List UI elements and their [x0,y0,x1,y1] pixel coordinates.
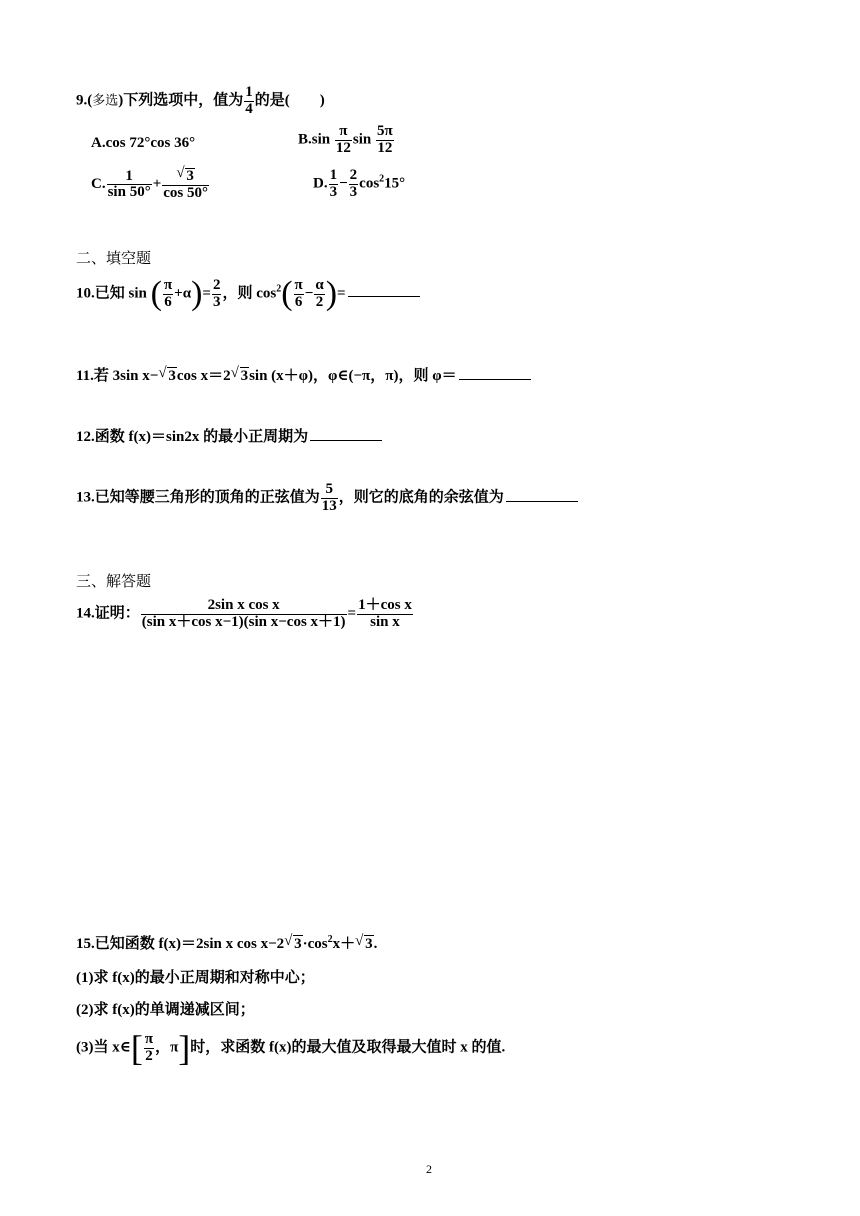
sqrt-symbol: √ 3 [355,935,374,953]
question-11: 11.若 3sin x−√ 3cos x＝2√ 3sin (x＋φ)，φ∈(−π，π)，则 φ＝ [76,364,531,385]
question-9: 9.(多选)下列选项中，值为 $\frac{1}{4}$ 的是( ) [76,84,325,117]
fraction-alpha-over-2: $\frac{\alpha}{2}$ [315,276,324,310]
left-paren: ( [281,275,293,312]
fraction-pi-over-6: $\frac{\pi}{6}$ [294,276,303,310]
fraction-one-third: $\frac{1}{3}$ [329,167,338,200]
answer-blank [506,500,578,502]
fraction-one-quarter: $\frac{1}{4}$ [245,84,253,117]
fraction-pi-over-12: $\frac{\pi}{12}$ [335,123,351,156]
fraction-5-over-13: $\frac{5}{13}$ [321,481,337,514]
question-15-part-2: (2)求 f(x)的单调递减区间； [76,1002,255,1018]
fraction-pi-over-6: $\frac{\pi}{6}$ [163,276,173,310]
left-bracket: [ [130,1028,143,1068]
question-13: 13.已知等腰三角形的顶角的正弦值为 $\frac{5}{13}$ ，则它的底角的余弦值为 [76,482,578,515]
right-paren: ) [325,275,338,312]
fraction-1-over-sin50: $\frac{1}{\sin 50^\circ}$ [107,167,151,201]
fraction-two-thirds: $\frac{2}{3}$ [349,167,358,200]
identity-left-fraction: $\frac{\text{2sin x cos x}}{\text{(sin x＋cos x−1)(sin x−cos x＋1)}}$ [141,597,346,630]
right-paren: ) [191,275,203,312]
fraction-5pi-over-12: $\frac{5\pi}{12}$ [376,123,393,156]
answer-blank [459,378,531,380]
fraction-root3-over-cos50: √ $\frac{3}{\cos 50^\circ}$ [162,168,209,202]
option-c: C. $\frac{1}{\sin 50^\circ}$ + √ $\frac{3}{\cos 50^\circ}$ [91,168,210,202]
option-a: A.cos 72°cos 36° [91,135,196,151]
identity-right-fraction: $\frac{\text{1＋cos x}}{\text{sin x}}$ [358,597,412,630]
left-paren: ( [150,275,162,312]
right-bracket: ] [178,1028,191,1068]
question-15-part-1: (1)求 f(x)的最小正周期和对称中心； [76,970,315,986]
question-15-part-3: (3)当 x∈[ $\frac{\pi}{2}$ ，π]时，求函数 f(x)的最大值及取得最大值时 x 的值. [76,1028,506,1068]
page-number: 2 [426,1162,432,1176]
sqrt-symbol: √ 3 [176,168,195,185]
sqrt-symbol: √ 3 [158,367,177,385]
option-d: D. $\frac{1}{3}$ − $\frac{2}{3}$ $\cos^215^\circ$ [313,167,406,200]
section-solution-title: 三、解答题 [76,574,152,590]
fraction-pi-over-2: $\frac{\pi}{2}$ [144,1030,154,1064]
answer-blank [348,295,420,297]
sqrt-symbol: √ 3 [231,367,250,385]
section-fill-in-title: 二、填空题 [76,251,152,267]
answer-blank [310,439,382,441]
question-10: 10.已知 sin ( $\frac{\pi}{6}$ +α)= $\frac{2}{3}$ ，则 $\cos^2$( $\frac{\pi}{6}$ − $\frac{\alpha}{2}$ )= [76,277,420,311]
multi-select-tag: 多选 [92,92,119,108]
sqrt-symbol: √ 3 [284,935,303,953]
fraction-two-thirds: $\frac{2}{3}$ [212,276,221,310]
question-15: 15.已知函数 f(x)＝2sin x cos x−2√ $3\cdot\cos^2x+√$ 3. [76,932,377,953]
question-12: 12.函数 f(x)＝sin2x 的最小正周期为 [76,425,382,446]
option-b: B.sin $\frac{\pi}{12}$ sin $\frac{5\pi}{12}$ [298,123,393,156]
question-14: 14.证明： $\frac{\text{2sin x cos x}}{\text{(sin x＋cos x−1)(sin x−cos x＋1)}}$ = $\frac{\text{1＋cos x}}{\text{sin x}}$ [76,597,412,630]
